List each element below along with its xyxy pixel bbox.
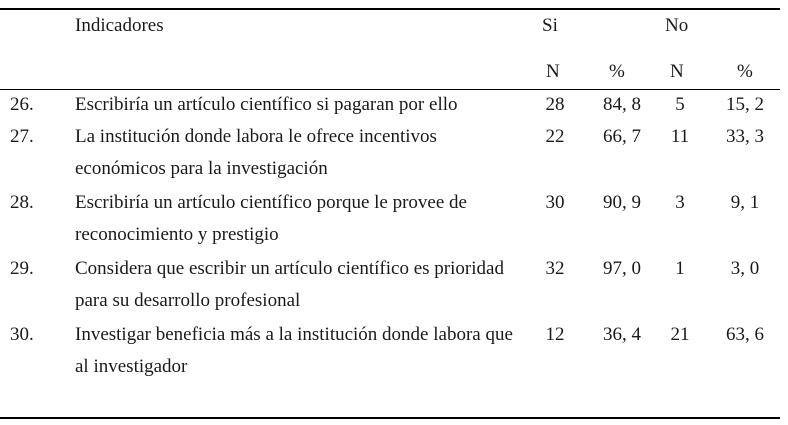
row-si-pct: 36, 4 [603, 324, 641, 345]
row-si-pct: 90, 9 [603, 192, 641, 213]
header-indicadores: Indicadores [75, 15, 164, 36]
row-si-n: 28 [545, 94, 565, 115]
row-no-pct: 15, 2 [726, 94, 764, 115]
row-no-n: 11 [670, 126, 690, 147]
row-number: 29. [10, 258, 34, 279]
table-bottom-rule [0, 417, 780, 419]
row-indicator: Escribiría un artículo científico si pagaran por ello [75, 94, 458, 115]
header-no-n: N [670, 61, 684, 82]
header-no: No [665, 15, 689, 36]
row-si-pct: 97, 0 [603, 258, 641, 279]
row-number: 27. [10, 126, 34, 147]
row-indicator: Considera que escribir un artículo científico es prioridad para su desarrollo profesional [75, 258, 504, 311]
row-si-n: 32 [545, 258, 565, 279]
row-si-pct: 66, 7 [603, 126, 641, 147]
row-no-pct: 33, 3 [726, 126, 764, 147]
header-si-n: N [546, 61, 560, 82]
table-top-rule [0, 8, 780, 10]
row-si-n: 30 [545, 192, 565, 213]
row-indicator: Investigar beneficia más a la institución donde labora que al investigador [75, 324, 513, 377]
row-no-n: 21 [670, 324, 690, 345]
row-si-n: 22 [545, 126, 565, 147]
row-no-n: 3 [675, 192, 685, 213]
row-no-pct: 9, 1 [730, 192, 760, 213]
row-indicator: Escribiría un artículo científico porque le provee de reconocimiento y prestigio [75, 192, 467, 245]
row-number: 28. [10, 192, 34, 213]
row-si-n: 12 [545, 324, 565, 345]
row-no-pct: 63, 6 [726, 324, 764, 345]
row-si-pct: 84, 8 [603, 94, 641, 115]
header-si-pct: % [609, 61, 625, 82]
header-no-pct: % [737, 61, 753, 82]
row-no-n: 5 [675, 94, 685, 115]
row-number: 26. [10, 94, 34, 115]
row-no-n: 1 [675, 258, 685, 279]
row-number: 30. [10, 324, 34, 345]
header-si: Si [542, 15, 558, 36]
row-indicator: La institución donde labora le ofrece incentivos económicos para la investigación [75, 126, 437, 179]
row-no-pct: 3, 0 [730, 258, 760, 279]
